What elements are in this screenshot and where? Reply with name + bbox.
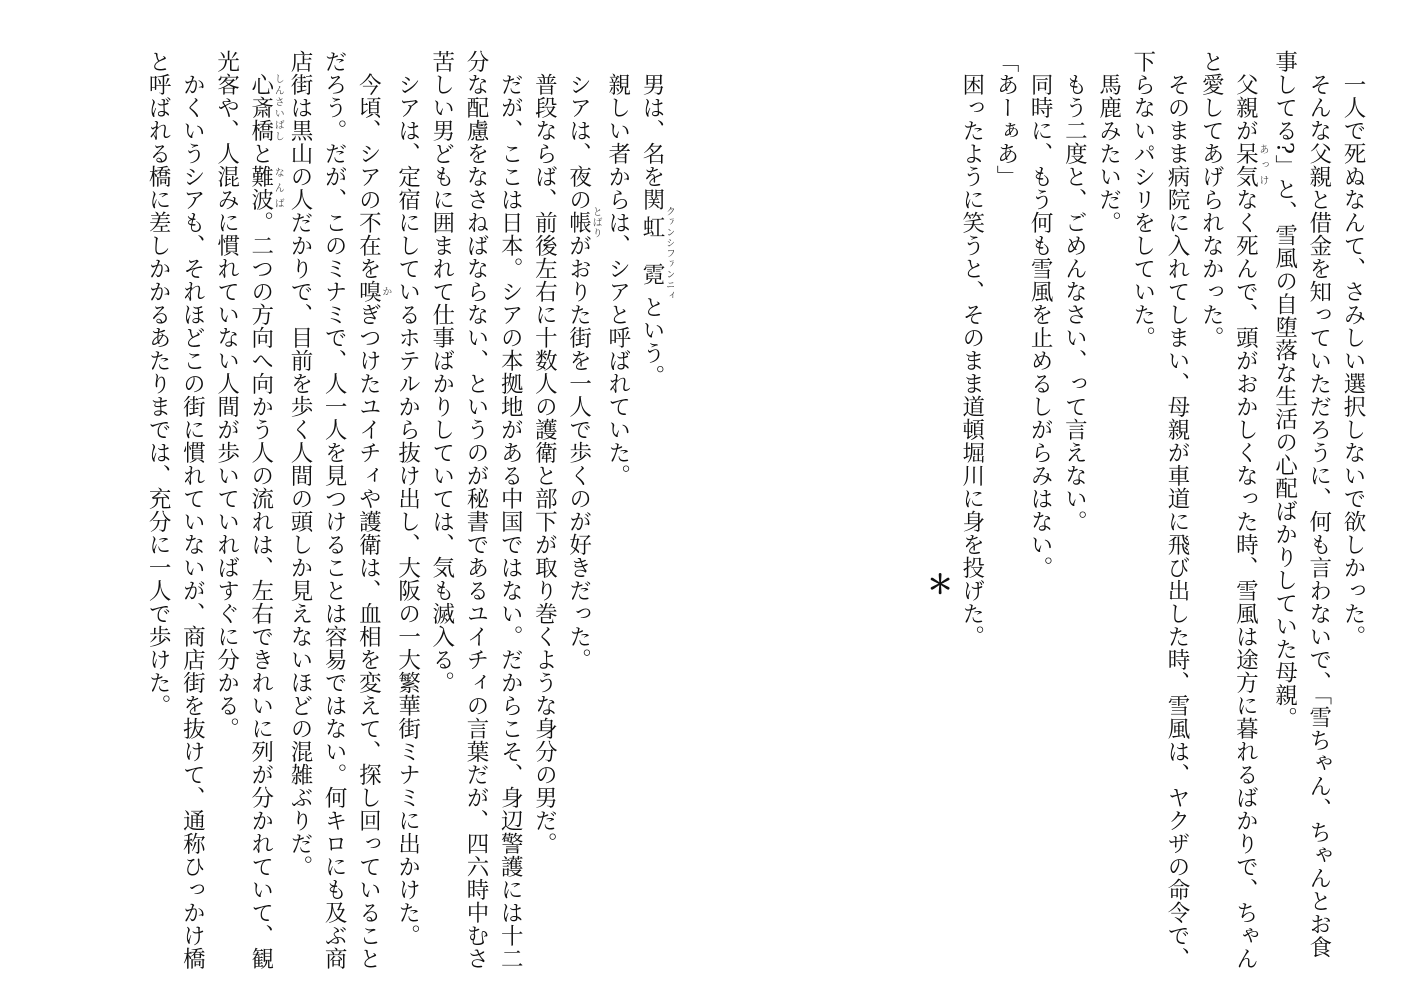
paragraph (283, 50, 391, 970)
text-run: 男は、名を関 (639, 72, 665, 211)
right-page (860, 50, 1370, 970)
text-run: という。 (639, 295, 665, 387)
ruby-base: 虹 (639, 205, 665, 248)
paragraph: もう二度と、ごめんなさい、って言えない。 (1061, 72, 1088, 533)
furigana: とばり (590, 206, 602, 238)
paragraph: シアは、定宿にしているホテルから抜け出し、大阪の一大繁華街ミナミに出かけた。 (394, 72, 421, 947)
paragraph: かくいうシアも、それほどこの街に慣れていないが、商店街を抜けて、通称ひっかけ橋と呼ばれる橋に差しかかるあたりまでは、充分に一人で歩けた。 (145, 50, 206, 970)
paragraph: 普段ならば、前後左右に十数人の護衛と部下が取り巻くような身分の男だ。 (531, 72, 558, 855)
dialogue-line: 「あーぁあ」 (992, 50, 1019, 188)
furigana: か (379, 279, 391, 303)
text-run: ぎつけたユイチィや護衛は、血相を変えて、探し回っていることだろう。だが、このミナミで、人一人を見つけることは容易ではない。何キロにも及ぶ商店街は黒山の人だかりで、目前を歩く人間の頭しか見えないほどの混雑ぶりだ。 (286, 50, 382, 970)
text-run: シアは、夜の (565, 72, 592, 211)
paragraph: 親しい者からは、シアと呼ばれていた。 (604, 72, 631, 487)
ruby-base: 霓 (639, 247, 665, 300)
ruby-base: 難波 (247, 164, 274, 211)
text-run: と (247, 141, 274, 165)
ruby-base: 心斎橋 (247, 72, 274, 142)
text-run: 今頃、シアの不在を (355, 72, 382, 280)
text-run: がおりた街を一人で歩くのが好きだった。 (565, 233, 592, 671)
paragraph (209, 50, 282, 970)
paragraph: 一人で死ぬなんて、さみしい選択しないで欲しかった。 (1340, 72, 1366, 648)
paragraph (635, 50, 674, 970)
ruby-base: 嗅 (355, 279, 382, 303)
scene-separator: ＊ (922, 570, 953, 598)
furigana: しんさいばし (272, 72, 284, 142)
paragraph: そのまま病院に入れてしまい、母親が車道に飛び出した時、雪風は、ヤクザの命令で、下らないパシリをしていた。 (1129, 50, 1190, 970)
paragraph (561, 50, 600, 970)
paragraph: だが、ここは日本。シアの本拠地がある中国ではない。だからこそ、身辺警護には十二分な配慮をなさねばならない、というのが秘書であるユイチィの言葉だが、四六時中むさ苦しい男どもに囲まれて仕事ばかりしていては、気も滅入る。 (428, 50, 524, 970)
paragraph: 馬鹿みたいだ。 (1095, 72, 1122, 234)
paragraph: そんな父親と借金を知っていただろうに、何も言わないで、「雪ちゃん、ちゃんとお食事してる?」と、雪風の自堕落な生活の心配ばかりしていた母親。 (1271, 50, 1332, 959)
furigana: クァンシ (663, 205, 674, 248)
furigana: ファンニィ (663, 247, 674, 300)
furigana: なんば (272, 164, 284, 211)
ruby-base: 帳 (565, 206, 592, 238)
furigana: あっけ (1256, 141, 1268, 188)
paragraph: 父親が呆気あっけなく死んで、頭がおかしくなった時、雪風は途方に暮れるばかりで、ちゃんと愛してあげられなかった。 (1198, 50, 1268, 970)
text-run: 。二つの方向へ向かう人の流れは、左右できれいに列が分かれていて、観光客や、人混みに慣れていない人間が歩いていればすぐに分かる。 (213, 50, 274, 970)
paragraph: 同時に、もう何も雪風を止めるしがらみはない。 (1027, 72, 1054, 579)
paragraph: 困ったように笑うと、そのまま道頓堀川に身を投げた。 (958, 72, 985, 648)
left-page (44, 50, 674, 970)
